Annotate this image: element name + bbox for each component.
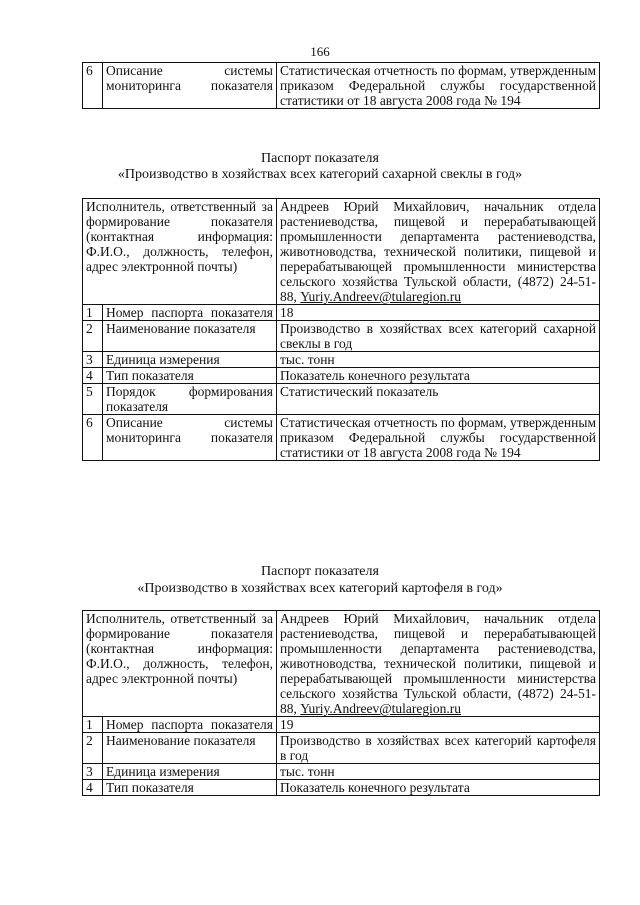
table-row <box>83 780 600 796</box>
row-number: 2 <box>83 733 103 764</box>
row-number: 1 <box>83 305 103 321</box>
row-label: Порядок формирования показателя <box>103 384 277 415</box>
passport-2-subheading: «Производство в хозяйствах всех категорий картофеля в год» <box>137 581 503 596</box>
table-row <box>83 321 600 352</box>
row-number: 4 <box>83 780 103 796</box>
executor-phone: (4872) 24-51-88, <box>280 686 597 716</box>
table-row <box>83 717 600 733</box>
row-number: 5 <box>83 384 103 415</box>
row-value: 18 <box>277 305 600 321</box>
row-value: Статистическая отчетность по формам, утвержденным приказом Федеральной службы государственной статистики от 18 августа 2008 года № 194 <box>277 415 600 461</box>
table-row <box>83 415 600 461</box>
executor-text: Андреев Юрий Михайлович, начальник отдела растениеводства, пищевой и перерабатывающей промышленности департамента растениеводства, животноводства, технической политики, пищевой и перерабатывающей промышленности министерства сельского хозяйства Тульской области, <box>280 199 596 289</box>
row-label: Наименование показателя <box>103 321 277 352</box>
table-row <box>83 352 600 368</box>
table-row <box>83 63 600 109</box>
row-label: Описание системы мониторинга показателя <box>103 415 277 461</box>
row-value: Производство в хозяйствах всех категорий сахарной свеклы в год <box>277 321 600 352</box>
executor-row <box>83 611 600 717</box>
table-row <box>83 368 600 384</box>
row-label: Номер паспорта показателя <box>103 717 277 733</box>
passport-1-table <box>82 198 600 461</box>
passport-2-table <box>82 610 600 796</box>
row-label: Тип показателя <box>103 780 277 796</box>
row-label: Единица измерения <box>103 352 277 368</box>
row-label: Наименование показателя <box>103 733 277 764</box>
row-number: 2 <box>83 321 103 352</box>
table-row <box>83 305 600 321</box>
executor-label: Исполнитель, ответственный за формирование показателя (контактная информация: Ф.И.О., должность, телефон, адрес электронной почты) <box>83 611 277 717</box>
row-value: Производство в хозяйствах всех категорий картофеля в год <box>277 733 600 764</box>
row-number: 4 <box>83 368 103 384</box>
executor-text: Андреев Юрий Михайлович, начальник отдела растениеводства, пищевой и перерабатывающей промышленности департамента растениеводства, животноводства, технической политики, пищевой и перерабатывающей промышленности министерства сельского хозяйства Тульской области, <box>280 611 596 701</box>
row-number: 3 <box>83 764 103 780</box>
executor-phone: (4872) 24-51-88, <box>280 274 597 304</box>
passport-2-heading: Паспорт показателя <box>261 564 379 579</box>
row-number: 1 <box>83 717 103 733</box>
row-label: Тип показателя <box>103 368 277 384</box>
row-number: 3 <box>83 352 103 368</box>
row-value: тыс. тонн <box>277 764 600 780</box>
table-row <box>83 733 600 764</box>
row-value: Статистический показатель <box>277 384 600 415</box>
row-value: тыс. тонн <box>277 352 600 368</box>
passport-1-heading: Паспорт показателя <box>261 151 379 166</box>
passport-1-subheading: «Производство в хозяйствах всех категорий сахарной свеклы в год» <box>117 167 523 182</box>
table-row <box>83 384 600 415</box>
row-label: Номер паспорта показателя <box>103 305 277 321</box>
top-table <box>82 62 600 109</box>
row-label: Описание системы мониторинга показателя <box>103 63 277 109</box>
executor-row <box>83 199 600 305</box>
executor-value <box>277 199 600 305</box>
row-value: 19 <box>277 717 600 733</box>
executor-email[interactable]: Yuriy.Andreev@tularegion.ru <box>300 701 462 716</box>
row-number: 6 <box>83 415 103 461</box>
table-row <box>83 764 600 780</box>
page-number: 166 <box>310 44 330 59</box>
row-number: 6 <box>83 63 103 109</box>
executor-value <box>277 611 600 717</box>
row-value: Статистическая отчетность по формам, утвержденным приказом Федеральной службы государственной статистики от 18 августа 2008 года № 194 <box>277 63 600 109</box>
executor-label: Исполнитель, ответственный за формирование показателя (контактная информация: Ф.И.О., должность, телефон, адрес электронной почты) <box>83 199 277 305</box>
row-label: Единица измерения <box>103 764 277 780</box>
row-value: Показатель конечного результата <box>277 780 600 796</box>
row-value: Показатель конечного результата <box>277 368 600 384</box>
executor-email[interactable]: Yuriy.Andreev@tularegion.ru <box>300 289 462 304</box>
